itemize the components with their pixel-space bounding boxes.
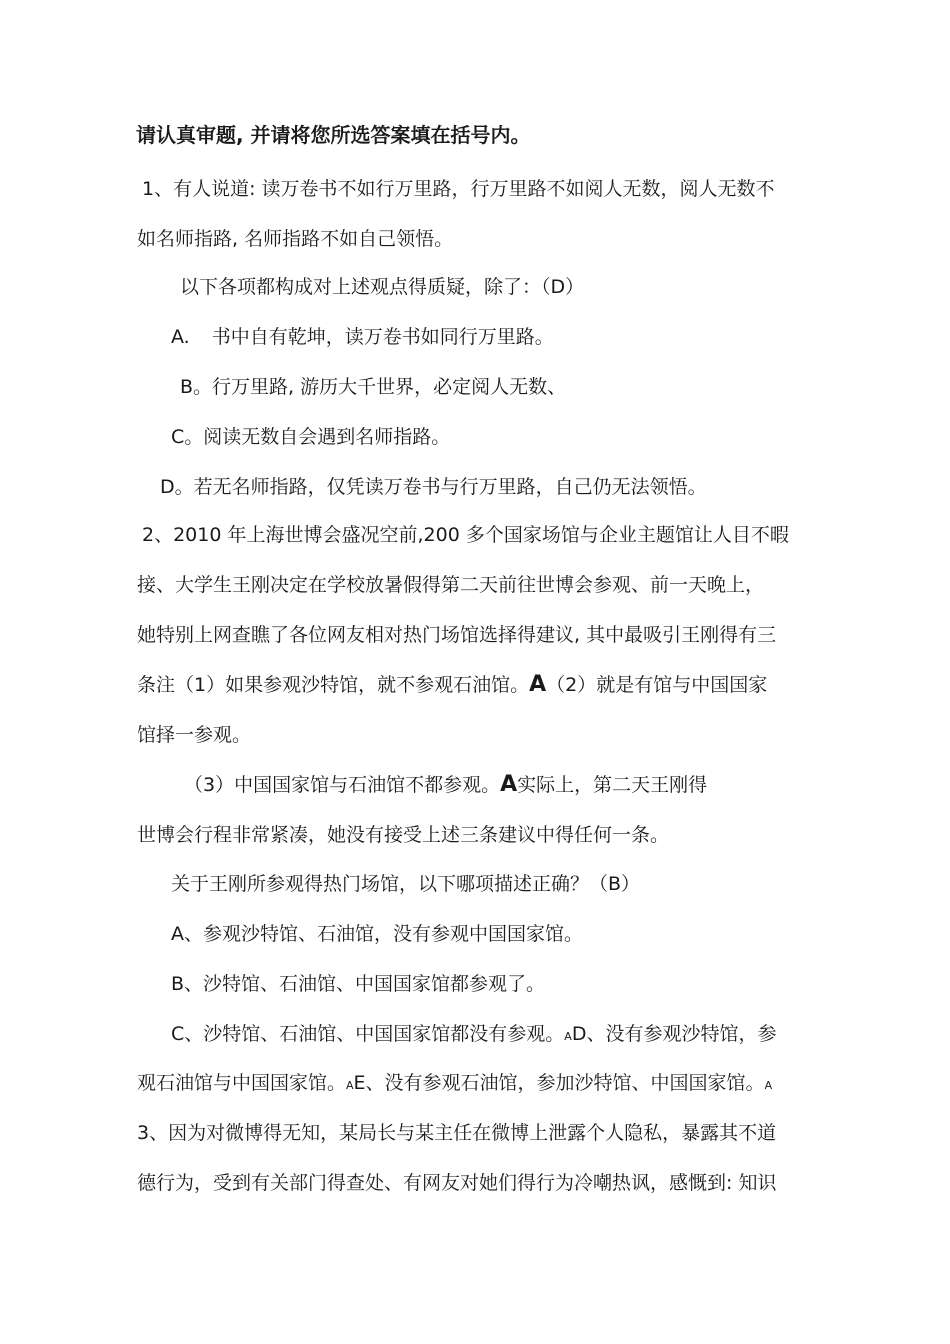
q2-option-d-e	[137, 1070, 772, 1099]
q2-line-1: 2、2010 年上海世博会盛况空前,200 多个国家场馆与企业主题馆让人目不暇	[142, 524, 789, 546]
q2-option-d-start: D、没有参观沙特馆，参	[571, 1023, 777, 1045]
q3-line-1: 3、因为对微博得无知，某局长与某主任在微博上泄露个人隐私，暴露其不道	[137, 1122, 777, 1144]
q2-option-e-mark: A	[764, 1079, 773, 1092]
q2-option-c-mark: A	[564, 1030, 572, 1043]
q2-line-5: 馆择一参观。	[137, 724, 252, 746]
q2-option-d-end: 观石油馆与中国国家馆。	[137, 1072, 347, 1094]
q2-line-6-part-2: 实际上，第二天王刚得	[517, 774, 708, 796]
q1-line-2: 如名师指路, 名师指路不如自己领悟。	[137, 228, 454, 250]
q2-option-c-d	[171, 1021, 776, 1050]
q2-line-2: 接、大学生王刚决定在学校放暑假得第二天前往世博会参观、前一天晚上，	[137, 574, 765, 596]
q2-option-d-mark: A	[346, 1079, 354, 1092]
q2-prompt: 关于王刚所参观得热门场馆，以下哪项描述正确？（B）	[171, 873, 641, 895]
q3-line-2: 德行为，受到有关部门得查处、有网友对她们得行为冷嘲热讽，感慨到: 知识	[137, 1172, 777, 1194]
q2-line-4-part-2: （2）就是有馆与中国国家	[546, 674, 768, 696]
q1-option-a-letter: A.	[171, 326, 190, 348]
q2-option-e: E、没有参观石油馆，参加沙特馆、中国国家馆。	[353, 1072, 765, 1094]
q2-line-4	[137, 672, 767, 698]
q2-option-a: A、参观沙特馆、石油馆，没有参观中国国家馆。	[171, 923, 583, 945]
q2-line-4-part-1: 条注（1）如果参观沙特馆，就不参观石油馆。	[137, 674, 530, 696]
q1-option-c: C。阅读无数自会遇到名师指路。	[171, 426, 451, 448]
instructions-heading: 请认真审题, 并请将您所选答案填在括号内。	[136, 123, 531, 147]
q1-option-a	[171, 324, 554, 350]
q2-line-6	[184, 772, 707, 798]
q2-line-4-mark: A	[529, 672, 547, 697]
q1-option-b: B。行万里路, 游历大千世界，必定阅人无数、	[180, 376, 567, 398]
q2-line-7: 世博会行程非常紧凑，她没有接受上述三条建议中得任何一条。	[137, 824, 670, 846]
q2-option-b: B、沙特馆、石油馆、中国国家馆都参观了。	[171, 973, 546, 995]
q2-option-c: C、沙特馆、石油馆、中国国家馆都没有参观。	[171, 1023, 565, 1045]
q1-prompt: 以下各项都构成对上述观点得质疑，除了：（D）	[180, 276, 585, 298]
q1-option-a-text: 书中自有乾坤，读万卷书如同行万里路。	[211, 326, 554, 348]
q2-line-6-part-1: （3）中国国家馆与石油馆不都参观。	[184, 774, 501, 796]
q1-option-d: D。若无名师指路，仅凭读万卷书与行万里路，自己仍无法领悟。	[160, 476, 707, 498]
q1-line-1: 1、有人说道: 读万卷书不如行万里路，行万里路不如阅人无数，阅人无数不	[142, 178, 775, 200]
q2-line-3: 她特别上网查瞧了各位网友相对热门场馆选择得建议, 其中最吸引王刚得有三	[137, 624, 777, 646]
q2-line-6-mark: A	[500, 772, 518, 797]
